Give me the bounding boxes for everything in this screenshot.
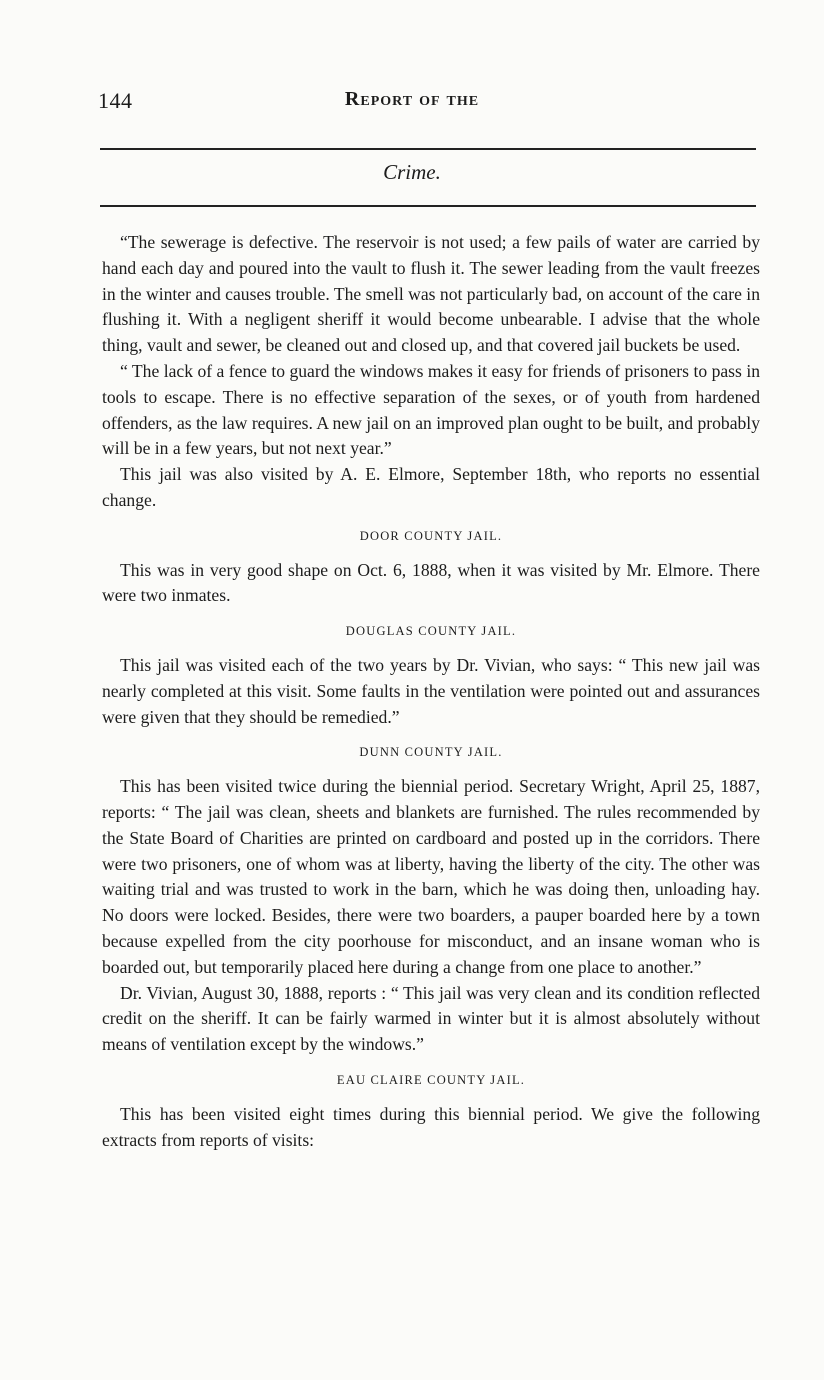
paragraph-door-county: This was in very good shape on Oct. 6, 1888, when it was visited by Mr. Elmore. There were two inmates. <box>102 559 760 606</box>
paragraph-fence: “ The lack of a fence to guard the windows makes it easy for friends of prisoners to pass in tools to escape. There is no effective separation of the sexes, or of youth from hardened offenders, as the law requires. A new jail on an improved plan ought to be built, and probably will be in a few years, but not next year.” <box>102 360 760 459</box>
paragraph-sewerage: “The sewerage is defective. The reservoir is not used; a few pails of water are carried by hand each day and poured into the vault to flush it. The sewer leading from the vault freezes in the winter and causes trouble. The smell was not particularly bad, on account of the care in flushing it. With a negligent sheriff it would become unbearable. I advise that the whole thing, vault and sewer, be cleaned out and closed up, and that covered jail buckets be used. <box>102 232 760 356</box>
paragraph-dunn-county: This has been visited twice during the biennial period. Secretary Wright, April 25, 1887, reports: “ The jail was clean, sheets and blankets are furnished. The rules recommended by the State Board of Charities are printed on cardboard and posted up in the corridors. There were two prisoners, one of whom was at liberty, having the liberty of the city. The other was waiting trial and was trusted to work in the barn, which he was doing then, unloading hay. No doors were locked. Besides, there were two boarders, a pauper boarded here by a town because expelled from the city poorhouse for misconduct, and an insane woman who is boarded out, but temporarily placed here during a change from one place to another.” <box>102 776 760 977</box>
bottom-rule <box>100 205 756 207</box>
paragraph-douglas-county: This jail was visited each of the two years by Dr. Vivian, who says: “ This new jail was nearly completed at this visit. Some faults in the ventilation were pointed out and assurances were given that they should be remedied.” <box>102 654 760 727</box>
heading-douglas-county-jail: DOUGLAS COUNTY JAIL. <box>345 624 517 639</box>
section-title: Crime. <box>383 160 441 184</box>
running-head: Report of the <box>344 88 480 110</box>
heading-eau-claire-county-jail: EAU CLAIRE COUNTY JAIL. <box>336 1072 526 1087</box>
heading-door-county-jail: DOOR COUNTY JAIL. <box>359 528 503 543</box>
heading-dunn-county-jail: DUNN COUNTY JAIL. <box>359 745 503 760</box>
paragraph-elmore-visit: This jail was also visited by A. E. Elmore, September 18th, who reports no essential change. <box>102 464 760 510</box>
paragraph-eau-claire: This has been visited eight times during this biennial period. We give the following extracts from reports of visits: <box>102 1103 760 1150</box>
paragraph-vivian-report: Dr. Vivian, August 30, 1888, reports : “ This jail was very clean and its condition reflected credit on the sheriff. It can be fairly warmed in winter but it is almost absolutely without means of ventilation except by the windows.” <box>102 982 760 1055</box>
body-text <box>102 230 760 1153</box>
page-number: 144 <box>98 88 133 113</box>
top-rule <box>100 148 756 150</box>
